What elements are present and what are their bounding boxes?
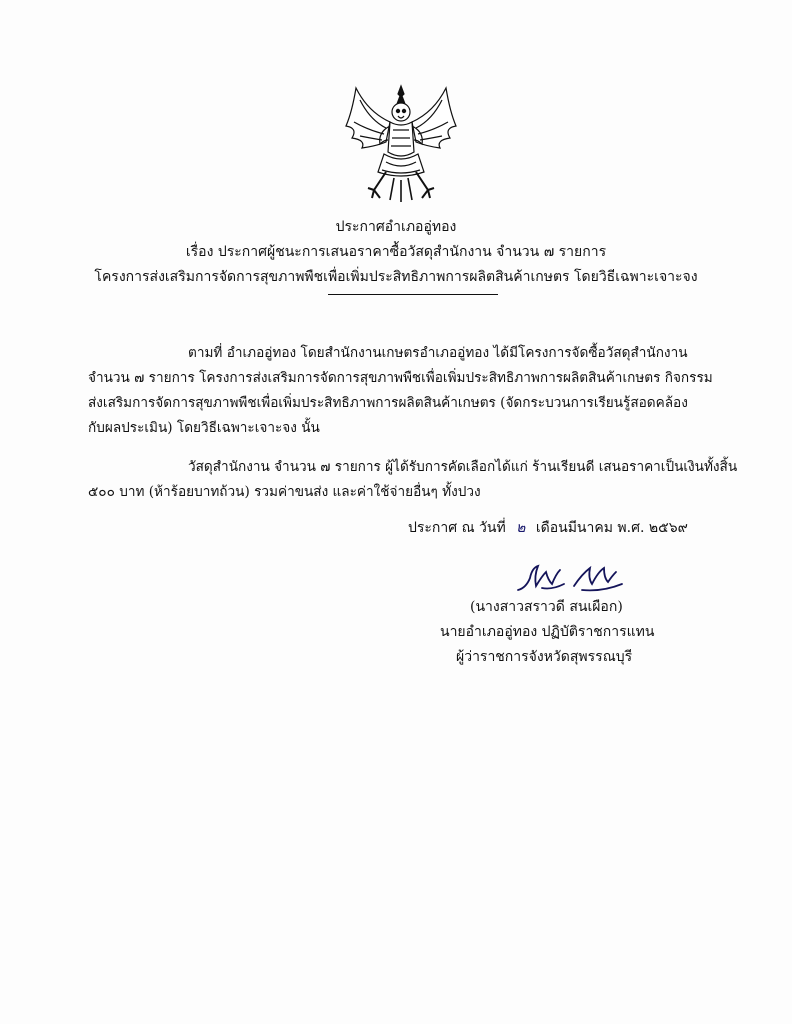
signer-name: (นางสาวสราวดี สนเผือก) bbox=[470, 599, 623, 615]
paragraph-1 bbox=[88, 341, 728, 441]
signer-position-1: นายอำเภออู่ทอง ปฏิบัติราชการแทน bbox=[440, 624, 655, 640]
announce-date-prefix: ประกาศ ณ วันที่ bbox=[408, 520, 506, 536]
signer-position-2: ผู้ว่าราชการจังหวัดสุพรรณบุรี bbox=[456, 649, 633, 665]
announcement-subject: เรื่อง ประกาศผู้ชนะการเสนอราคาซื้อวัสดุสำนักงาน จำนวน ๗ รายการ bbox=[185, 244, 607, 260]
paragraph-2-line: ๕๐๐ บาท (ห้าร้อยบาทถ้วน) รวมค่าขนส่ง และค่าใช้จ่ายอื่นๆ ทั้งปวง bbox=[88, 484, 481, 500]
paragraph-2 bbox=[88, 455, 738, 505]
announcement-title: ประกาศอำเภออู่ทอง bbox=[335, 219, 457, 235]
announce-day: ๒ bbox=[516, 520, 526, 536]
garuda-emblem-icon bbox=[338, 82, 464, 206]
paragraph-1-line: ตามที่ อำเภออู่ทอง โดยสำนักงานเกษตรอำเภออู่ทอง ได้มีโครงการจัดซื้อวัสดุสำนักงาน bbox=[188, 345, 688, 361]
paragraph-1-line: จำนวน ๗ รายการ โครงการส่งเสริมการจัดการสุขภาพพืชเพื่อเพิ่มประสิทธิภาพการผลิตสินค้าเกษตร กิจกรรม bbox=[88, 370, 713, 386]
announce-date-suffix: เดือนมีนาคม พ.ศ. ๒๕๖๙ bbox=[535, 520, 688, 536]
announce-date bbox=[408, 519, 688, 537]
project-title: โครงการส่งเสริมการจัดการสุขภาพพืชเพื่อเพิ่มประสิทธิภาพการผลิตสินค้าเกษตร โดยวิธีเฉพาะเจาะจง bbox=[94, 269, 698, 285]
paragraph-2-line: วัสดุสำนักงาน จำนวน ๗ รายการ ผู้ได้รับการคัดเลือกได้แก่ ร้านเรียนดี เสนอราคาเป็นเงินทั้งสิ้น bbox=[188, 459, 738, 475]
paragraph-1-line: กับผลประเมิน) โดยวิธีเฉพาะเจาะจง นั้น bbox=[88, 420, 320, 436]
signature-icon bbox=[512, 560, 642, 596]
paragraph-1-line: ส่งเสริมการจัดการสุขภาพพืชเพื่อเพิ่มประสิทธิภาพการผลิตสินค้าเกษตร (จัดกระบวนการเรียนรู้สอดคล้อง bbox=[88, 395, 688, 411]
title-underline bbox=[328, 294, 498, 295]
